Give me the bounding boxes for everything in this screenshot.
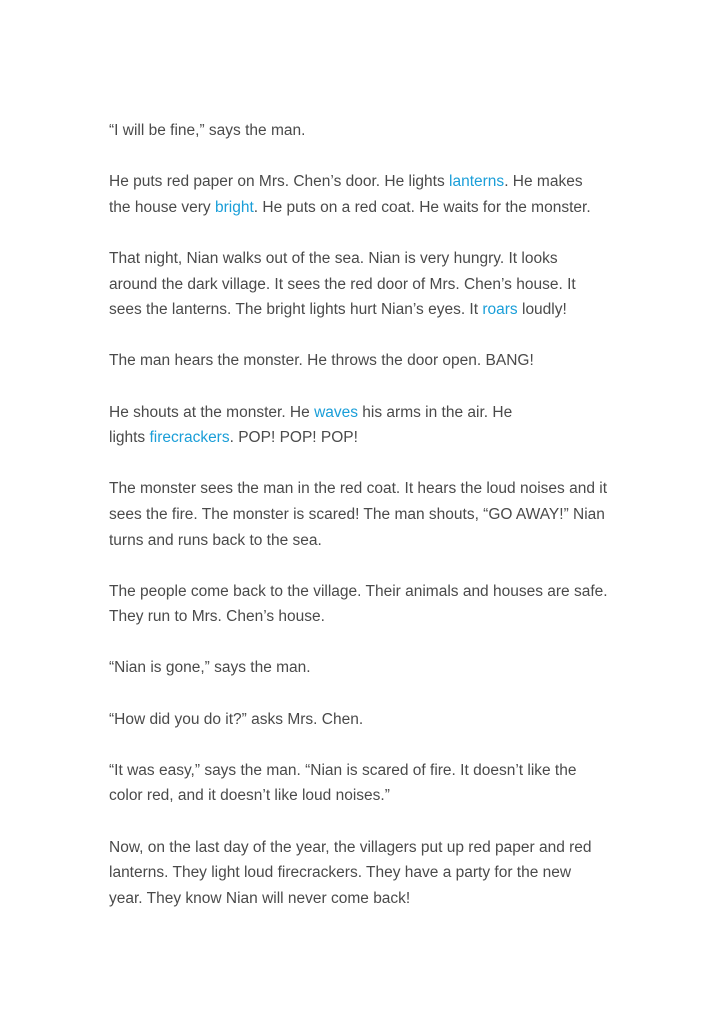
text-line: Now, on the last day of the year, the villagers put up red paper and red: [109, 838, 592, 856]
text-run: lights: [109, 429, 150, 447]
text-line: The people come back to the village. Their animals and houses are safe.: [109, 582, 608, 600]
text-run: sees the lanterns. The bright lights hurt Nian’s eyes. It: [109, 301, 483, 319]
text-run: . He makes: [504, 173, 583, 191]
paragraph-9: [109, 707, 629, 733]
text-line: sees the fire. The monster is scared! The man shouts, “GO AWAY!” Nian: [109, 505, 605, 523]
text-line: year. They know Nian will never come back!: [109, 889, 411, 907]
text-line: The monster sees the man in the red coat. It hears the loud noises and it: [109, 480, 608, 498]
paragraph-2: [109, 169, 629, 220]
text-line: [109, 400, 629, 426]
paragraph-5: [109, 400, 629, 451]
paragraph-1: [109, 118, 629, 144]
story-page: [109, 118, 629, 937]
text-line: [109, 195, 629, 221]
text-line: [109, 297, 629, 323]
text-run: the house very: [109, 198, 215, 216]
paragraph-11: [109, 835, 629, 912]
paragraph-10: [109, 758, 629, 809]
text-line: turns and runs back to the sea.: [109, 531, 322, 549]
text-line: “Nian is gone,” says the man.: [109, 659, 311, 677]
text-line: color red, and it doesn’t like loud noises.”: [109, 787, 390, 805]
paragraph-3: [109, 246, 629, 323]
text-run: . POP! POP! POP!: [229, 429, 358, 447]
text-line: That night, Nian walks out of the sea. Nian is very hungry. It looks: [109, 249, 558, 267]
text-run: his arms in the air. He: [358, 403, 513, 421]
text-run: He shouts at the monster. He: [109, 403, 315, 421]
text-run: loudly!: [517, 301, 567, 319]
vocab-link-firecrackers[interactable]: firecrackers: [149, 429, 230, 447]
text-line: They run to Mrs. Chen’s house.: [109, 608, 325, 626]
vocab-link-lanterns[interactable]: lanterns: [449, 173, 505, 191]
text-run: . He puts on a red coat. He waits for the monster.: [253, 198, 591, 216]
paragraph-4: [109, 348, 629, 374]
text-line: “It was easy,” says the man. “Nian is scared of fire. It doesn’t like the: [109, 761, 577, 779]
text-line: The man hears the monster. He throws the door open. BANG!: [109, 352, 534, 370]
text-line: around the dark village. It sees the red door of Mrs. Chen’s house. It: [109, 275, 576, 293]
vocab-link-bright[interactable]: bright: [214, 198, 254, 216]
paragraph-6: [109, 476, 629, 553]
text-line: “I will be fine,” says the man.: [109, 122, 306, 139]
paragraph-8: [109, 655, 629, 681]
vocab-link-roars[interactable]: roars: [482, 301, 518, 319]
paragraph-7: [109, 579, 629, 630]
text-run: He puts red paper on Mrs. Chen’s door. He lights: [109, 173, 450, 191]
text-line: “How did you do it?” asks Mrs. Chen.: [109, 710, 364, 728]
text-line: [109, 169, 629, 195]
text-line: lanterns. They light loud firecrackers. They have a party for the new: [109, 864, 572, 882]
text-line: [109, 425, 629, 451]
vocab-link-waves[interactable]: waves: [314, 403, 358, 421]
